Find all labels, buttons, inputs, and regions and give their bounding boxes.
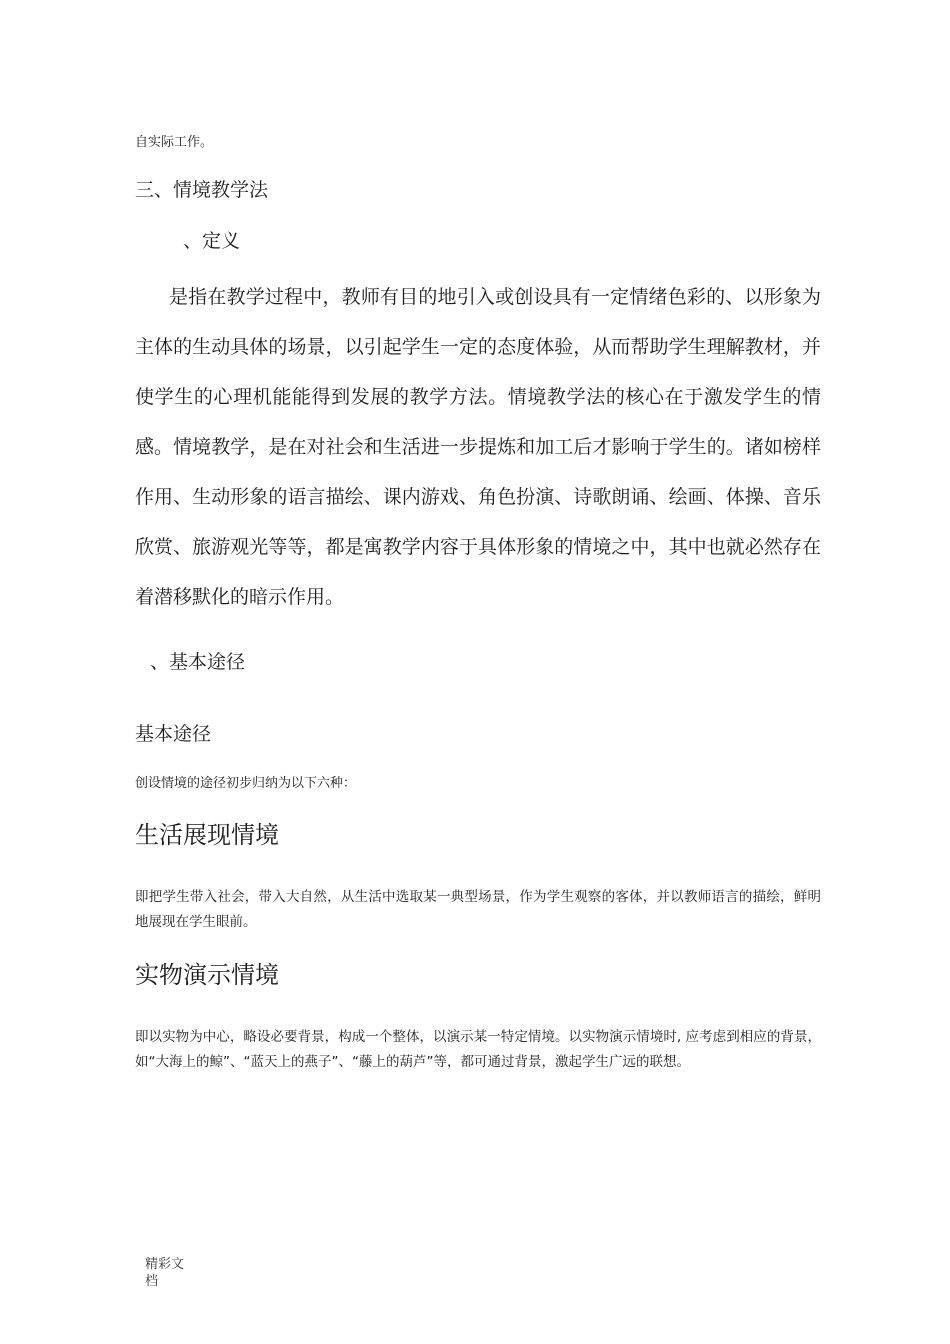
basic-path-subheading: 基本途径 xyxy=(135,723,212,745)
life-scene-heading: 生活展现情境 xyxy=(135,821,279,849)
definition-heading: 、定义 xyxy=(183,230,241,252)
definition-paragraph: 是指在教学过程中，教师有目的地引入或创设具有一定情绪色彩的、以形象为主体的生动具体的场景，以引起学生一定的态度体验，从而帮助学生理解教材，并使学生的心理机能能得到发展的教学方法。情境教学法的核心在于激发学生的情感。情境教学，是在对社会和生活进一步提炼和加工后才影响于学生的。诸如榜样作用、生动形象的语言描绘、课内游戏、角色扮演、诗歌朗诵、绘画、体操、音乐欣赏、旅游观光等等，都是寓教学内容于具体形象的情境之中，其中也就必然存在着潜移默化的暗示作用。 xyxy=(135,286,821,608)
object-demo-heading: 实物演示情境 xyxy=(135,961,279,989)
section-three-title: 三、情境教学法 xyxy=(135,179,269,201)
path-intro-text: 创设情境的途径初步归纳为以下六种： xyxy=(135,776,357,791)
page-footer: 精彩文档 xyxy=(145,1257,185,1289)
life-scene-paragraph: 即把学生带入社会，带入大自然，从生活中选取某一典型场景，作为学生观察的客体，并以教师语言的描绘，鲜明地展现在学生眼前。 xyxy=(135,889,821,930)
object-demo-paragraph: 即以实物为中心，略设必要背景，构成一个整体，以演示某一特定情境。以实物演示情境时, 应考虑到相应的背景，如“大海上的鲸”、“蓝天上的燕子”、“藤上的葫芦”等，都可通过背景，激起学生广远的联想。 xyxy=(135,1029,821,1070)
intro-fragment: 自实际工作。 xyxy=(135,135,214,150)
basic-path-heading: 、基本途径 xyxy=(150,651,246,673)
